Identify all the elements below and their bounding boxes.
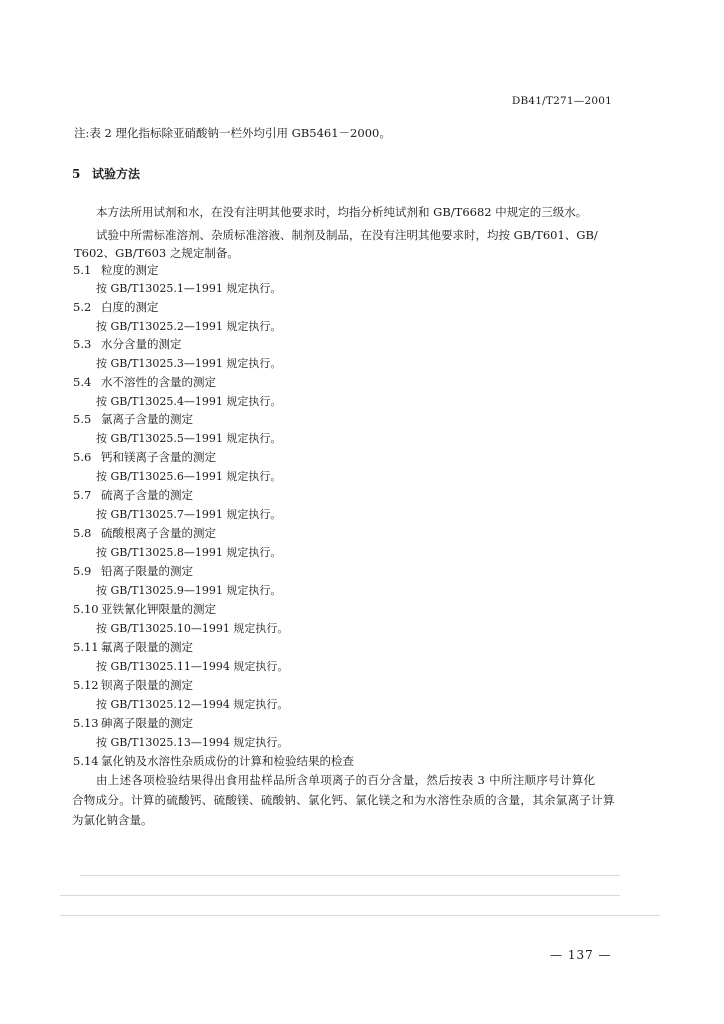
item-body-5-13: 按 GB/T13025.13—1994 规定执行。	[96, 736, 289, 749]
item-number: 5.8	[73, 526, 92, 540]
item-number: 5.1	[73, 263, 92, 277]
item-number: 5.9	[73, 564, 92, 578]
item-number: 5.7	[73, 488, 92, 502]
intro-paragraph-2-line-2: T602、GB/T603 之规定制备。	[74, 246, 239, 260]
item-title: 砷离子限量的测定	[101, 716, 193, 730]
item-heading-5-1	[73, 262, 159, 278]
scan-noise-line	[60, 915, 660, 916]
item-5-14-line-3: 为氯化钠含量。	[72, 813, 153, 827]
item-heading-5-4	[73, 374, 216, 390]
item-body-5-3: 按 GB/T13025.3—1991 规定执行。	[96, 357, 282, 370]
item-heading-5-14	[73, 753, 354, 769]
standard-code: DB41/T271—2001	[511, 95, 612, 107]
item-heading-5-8	[73, 525, 216, 541]
item-number: 5.10	[73, 602, 99, 616]
item-number: 5.6	[73, 450, 92, 464]
item-heading-5-13	[73, 715, 193, 731]
item-number: 5.14	[73, 754, 99, 768]
item-number: 5.4	[73, 375, 92, 389]
item-title: 水分含量的测定	[101, 337, 182, 351]
item-title: 氟离子限量的测定	[101, 640, 193, 654]
item-number: 5.2	[73, 300, 92, 314]
item-title: 硫离子含量的测定	[101, 488, 193, 502]
item-body-5-4: 按 GB/T13025.4—1991 规定执行。	[96, 395, 282, 408]
item-heading-5-7	[73, 487, 193, 503]
item-heading-5-5	[73, 411, 193, 427]
item-title: 钡离子限量的测定	[101, 678, 193, 692]
item-title: 亚铁氰化钾限量的测定	[101, 602, 216, 616]
item-body-5-7: 按 GB/T13025.7—1991 规定执行。	[96, 508, 282, 521]
item-title: 钙和镁离子含量的测定	[101, 450, 216, 464]
item-5-14-line-1: 由上述各项检验结果得出食用盐样品所含单项离子的百分含量，然后按表 3 中所注顺序号计算化	[96, 773, 596, 787]
item-number: 5.12	[73, 678, 99, 692]
item-body-5-2: 按 GB/T13025.2—1991 规定执行。	[96, 320, 282, 333]
item-heading-5-2	[73, 299, 159, 315]
item-title: 水不溶性的含量的测定	[101, 375, 216, 389]
item-body-5-11: 按 GB/T13025.11—1994 规定执行。	[96, 660, 289, 673]
item-heading-5-3	[73, 336, 182, 352]
item-body-5-1: 按 GB/T13025.1—1991 规定执行。	[96, 282, 282, 295]
table-note: 注:表 2 理化指标除亚硝酸钠一栏外均引用 GB5461－2000。	[74, 126, 391, 140]
item-body-5-8: 按 GB/T13025.8—1991 规定执行。	[96, 546, 282, 559]
item-heading-5-9	[73, 563, 193, 579]
section-title: 试验方法	[92, 167, 141, 181]
item-title: 氯离子含量的测定	[101, 412, 193, 426]
item-body-5-10: 按 GB/T13025.10—1991 规定执行。	[96, 622, 289, 635]
item-heading-5-6	[73, 449, 216, 465]
scan-noise-line	[60, 895, 620, 896]
item-number: 5.11	[73, 640, 99, 654]
item-number: 5.5	[73, 412, 92, 426]
intro-paragraph-2-line-1: 试验中所需标准溶剂、杂质标准溶液、制剂及制品，在没有注明其他要求时，均按 GB/T601、GB/	[96, 228, 598, 242]
item-title: 氯化钠及水溶性杂质成份的计算和检验结果的检查	[101, 754, 354, 768]
item-title: 铅离子限量的测定	[101, 564, 193, 578]
section-heading	[72, 165, 140, 182]
item-number: 5.3	[73, 337, 92, 351]
item-body-5-12: 按 GB/T13025.12—1994 规定执行。	[96, 698, 289, 711]
item-body-5-6: 按 GB/T13025.6—1991 规定执行。	[96, 470, 282, 483]
item-title: 硫酸根离子含量的测定	[101, 526, 216, 540]
item-title: 粒度的测定	[101, 263, 159, 277]
item-heading-5-12	[73, 677, 193, 693]
item-heading-5-11	[73, 639, 193, 655]
item-number: 5.13	[73, 716, 99, 730]
scan-noise-line	[80, 875, 620, 876]
item-5-14-line-2: 合物成分。计算的硫酸钙、硫酸镁、硫酸钠、氯化钙、氯化镁之和为水溶性杂质的含量，其余氯离子计算	[72, 793, 615, 807]
intro-paragraph-1: 本方法所用试剂和水，在没有注明其他要求时，均指分析纯试剂和 GB/T6682 中规定的三级水。	[96, 205, 588, 219]
page-number: — 137 —	[550, 948, 612, 962]
item-title: 白度的测定	[101, 300, 159, 314]
item-body-5-5: 按 GB/T13025.5—1991 规定执行。	[96, 432, 282, 445]
item-heading-5-10	[73, 601, 216, 617]
section-number: 5	[72, 167, 81, 181]
item-body-5-9: 按 GB/T13025.9—1991 规定执行。	[96, 584, 282, 597]
